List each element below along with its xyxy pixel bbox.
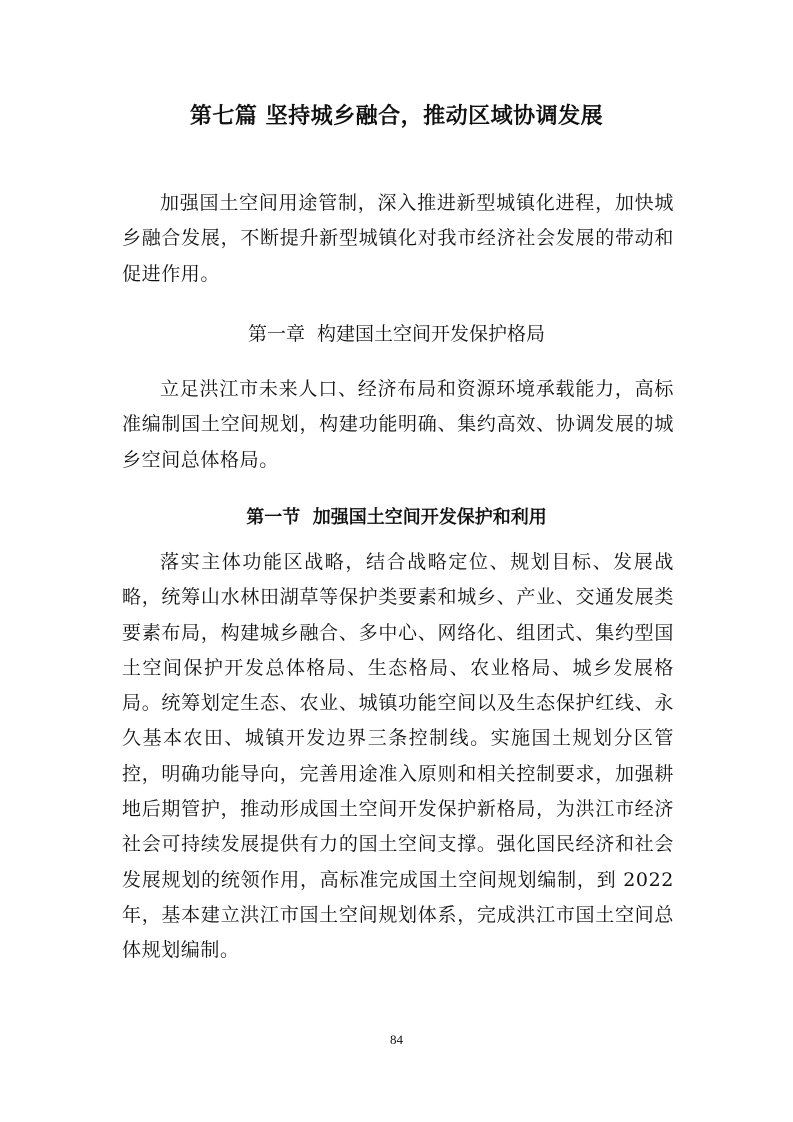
section-paragraph: 落实主体功能区战略，结合战略定位、规划目标、发展战略，统筹山水林田湖草等保护类要素和城乡、产业、交通发展类要素布局，构建城乡融合、多中心、网络化、组团式、集约型国土空间保护开发总体格局、生态格局、农业格局、城乡发展格局。统筹划定生态、农业、城镇功能空间以及生态保护红线、永久基本农田、城镇开发边界三条控制线。实施国土规划分区管控，明确功能导向，完善用途准入原则和相关控制要求，加强耕地后期管护，推动形成国土空间开发保护新格局，为洪江市经济社会可持续发展提供有力的国土空间支撑。强化国民经济和社会发展规划的统领作用，高标准完成国土空间规划编制，到 2022 年，基本建立洪江市国土空间规划体系，完成洪江市国土空间总体规划编制。 xyxy=(122,551,674,962)
section-title: 第一节 加强国土空间开发保护和利用 xyxy=(246,507,547,528)
chapter-title: 第一章 构建国土空间开发保护格局 xyxy=(247,323,546,345)
part-title: 第七篇 坚持城乡融合，推动区域协调发展 xyxy=(189,104,604,129)
page-number: 84 xyxy=(390,1032,403,1047)
chapter-paragraph: 立足洪江市未来人口、经济布局和资源环境承载能力，高标准编制国土空间规划，构建功能明确、集约高效、协调发展的城乡空间总体格局。 xyxy=(122,378,674,471)
intro-paragraph: 加强国土空间用途管制，深入推进新型城镇化进程，加快城乡融合发展，不断提升新型城镇化对我市经济社会发展的带动和促进作用。 xyxy=(122,192,674,285)
